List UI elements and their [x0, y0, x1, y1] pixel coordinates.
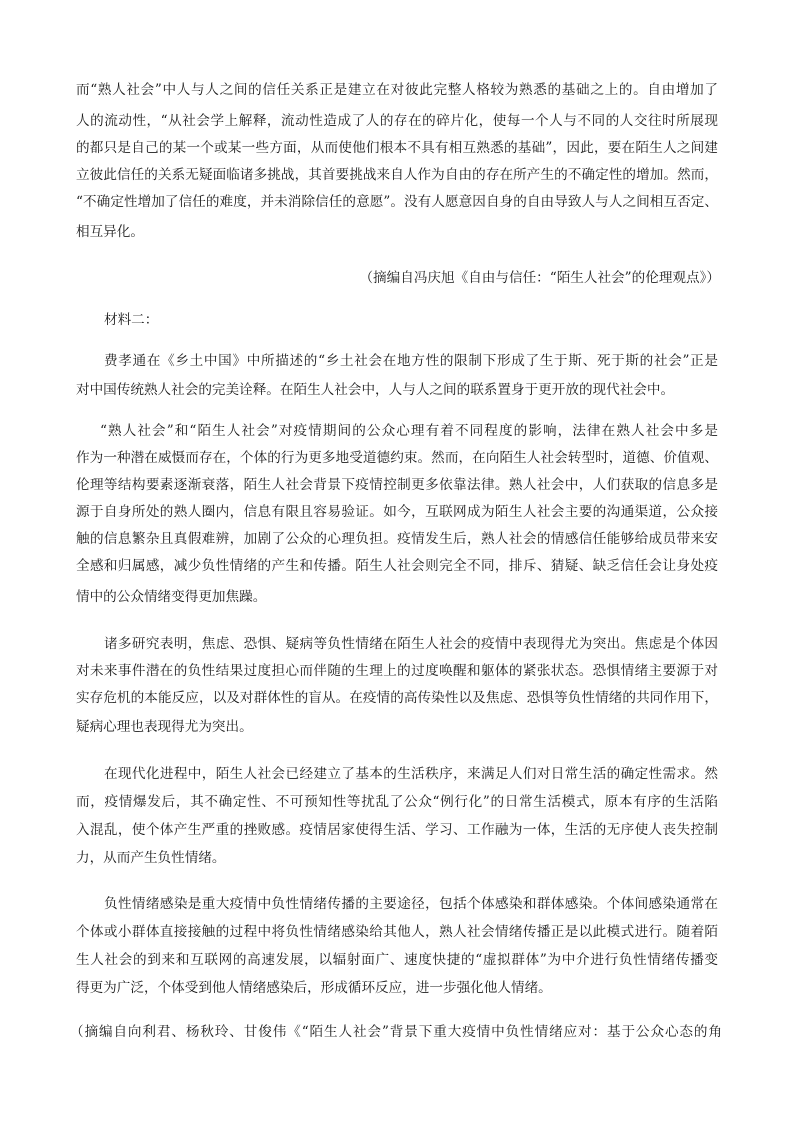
- text-line: “不确定性增加了信任的难度，并未消除信任的意愿”。没有人愿意因自身的自由导致人与人之间相互否定、: [76, 194, 718, 210]
- text-line: 实存危机的本能反应，以及对群体性的盲从。在疫情的高传染性以及焦虑、恐惧等负性情绪的共同作用下，: [76, 690, 718, 706]
- text-line: 源于自身所处的熟人圈内，信息有限且容易验证。如今，互联网成为陌生人社会主要的沟通渠道，公众接: [76, 504, 718, 520]
- text-line: 对中国传统熟人社会的完美诠释。在陌生人社会中，人与人之间的联系置身于更开放的现代社会中。: [76, 382, 675, 398]
- text-line: 相互异化。: [76, 224, 144, 240]
- text-line: 对未来事件潜在的负性结果过度担心而伴随的生理上的过度唤醒和躯体的紧张状态。恐惧情绪主要源于对: [76, 663, 718, 679]
- text-line: 作为一种潜在威慑而存在，个体的行为更多地受道德约束。然而，在向陌生人社会转型时，道德、价值观、: [76, 450, 718, 466]
- text-line: 全感和归属感，减少负性情绪的产生和传播。陌生人社会则完全不同，排斥、猜疑、缺乏信任会让身处疫: [76, 558, 718, 574]
- text-line: 生人社会的到来和互联网的高速发展，以辐射面广、速度快捷的“虚拟群体”为中介进行负性情绪传播变: [76, 952, 718, 968]
- text-line: 疑病心理也表现得尤为突出。: [76, 719, 253, 735]
- text-line: 费孝通在《乡土中国》中所描述的“乡土社会在地方性的限制下形成了生于斯、死于斯的社会”正是: [104, 353, 718, 369]
- text-line: 个体或小群体直接接触的过程中将负性情绪感染给其他人，熟人社会情绪传播正是以此模式进行。随着陌: [76, 924, 718, 940]
- section-heading: 材料二：: [104, 312, 159, 328]
- text-line: “熟人社会”和“陌生人社会”对疫情期间的公众心理有着不同程度的影响，法律在熟人社会中多是: [100, 423, 718, 439]
- text-line: 力，从而产生负性情绪。: [76, 850, 226, 866]
- source-citation: （摘编自向利君、杨秋玲、甘俊伟《“陌生人社会”背景下重大疫情中负性情绪应对：基于公众心态的角: [70, 1024, 722, 1040]
- text-line: 伦理等结构要素逐渐衰落，陌生人社会背景下疫情控制更多依靠法律。熟人社会中，人们获取的信息多是: [76, 477, 718, 493]
- text-line: 而“熟人社会”中人与人之间的信任关系正是建立在对彼此完整人格较为熟悉的基础之上的。自由增加了: [76, 82, 718, 98]
- text-line: 负性情绪感染是重大疫情中负性情绪传播的主要途径，包括个体感染和群体感染。个体间感染通常在: [104, 896, 718, 912]
- text-line: 触的信息繁杂且真假难辨，加剧了公众的心理负担。疫情发生后，熟人社会的情感信任能够给成员带来安: [76, 531, 718, 547]
- text-line: 立彼此信任的关系无疑面临诸多挑战，其首要挑战来自人作为自由的存在所产生的不确定性的增加。然而，: [76, 167, 718, 183]
- text-line: 人的流动性，“从社会学上解释，流动性造成了人的存在的碎片化，使每一个人与不同的人交往时所展现: [76, 113, 718, 129]
- text-line: 情中的公众情绪变得更加焦躁。: [76, 589, 267, 605]
- text-line: 诸多研究表明，焦虑、恐惧、疑病等负性情绪在陌生人社会的疫情中表现得尤为突出。焦虑是个体因: [104, 636, 718, 652]
- text-line: 的都只是自己的某一个或某一些方面，从而使他们根本不具有相互熟悉的基础”，因此，要在陌生人之间建: [76, 140, 718, 156]
- source-citation: （摘编自冯庆旭《自由与信任：“陌生人社会”的伦理观点》）: [359, 270, 720, 286]
- text-line: 在现代化进程中，陌生人社会已经建立了基本的生活秩序，来满足人们对日常生活的确定性需求。然: [104, 766, 718, 782]
- text-line: 而，疫情爆发后，其不确定性、不可预知性等扰乱了公众“例行化”的日常生活模式，原本有序的生活陷: [76, 794, 718, 810]
- text-line: 入混乱，使个体产生严重的挫败感。疫情居家使得生活、学习、工作融为一体，生活的无序使人丧失控制: [76, 822, 718, 838]
- text-line: 得更为广泛，个体受到他人情绪感染后，形成循环反应，进一步强化他人情绪。: [76, 980, 552, 996]
